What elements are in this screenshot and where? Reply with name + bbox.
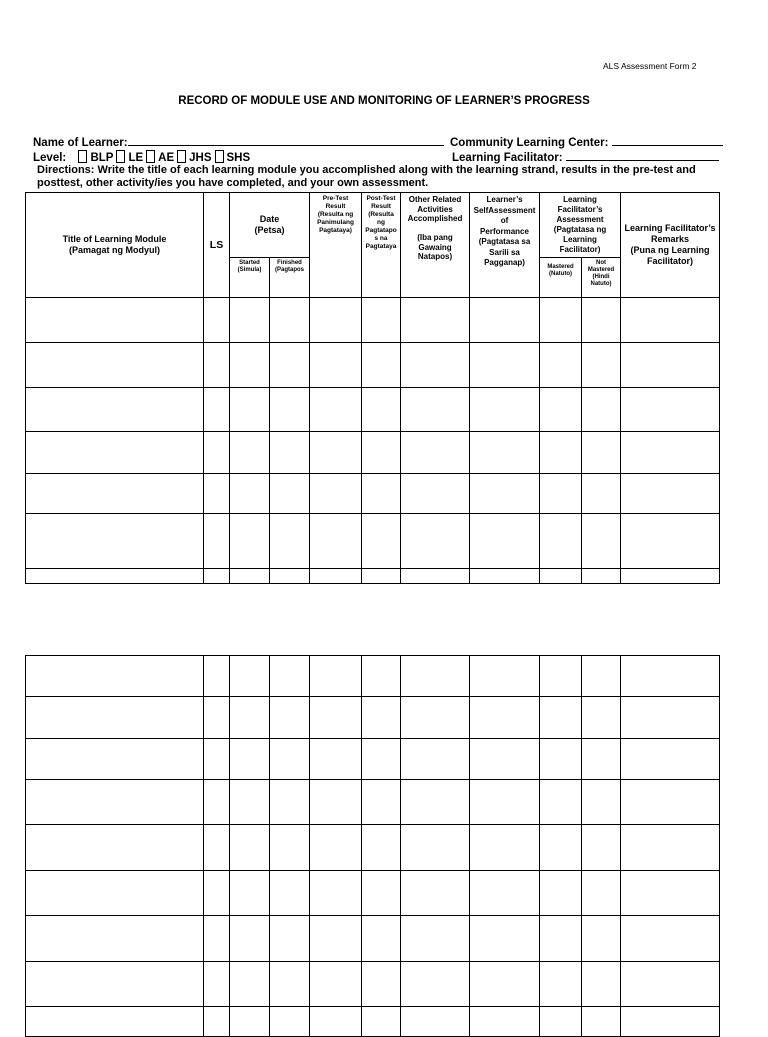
header-pre-test-result: Pre-Test Result (Resulta ng Panimulang Pagtataya) bbox=[310, 193, 362, 298]
page-title: RECORD OF MODULE USE AND MONITORING OF LEARNER’S PROGRESS bbox=[178, 95, 590, 107]
name-of-learner-field[interactable] bbox=[128, 135, 444, 146]
level-jhs-checkbox[interactable] bbox=[177, 150, 186, 163]
header-not-mastered: Not Mastered (Hindi Natuto) bbox=[582, 258, 621, 298]
table-row bbox=[26, 780, 720, 825]
community-learning-center-label: Community Learning Center: bbox=[450, 137, 609, 149]
table-row bbox=[26, 697, 720, 739]
table-row bbox=[26, 343, 720, 388]
facilitator-row bbox=[452, 150, 719, 164]
table-row bbox=[26, 871, 720, 916]
level-option-ae: AE bbox=[158, 152, 175, 164]
header-facilitator-assessment: Learning Facilitator’s Assessment (Pagtatasa ng Learning Facilitator) bbox=[540, 193, 621, 258]
header-facilitator-remarks: Learning Facilitator’s Remarks (Puna ng Learning Facilitator) bbox=[621, 193, 720, 298]
level-option-le: LE bbox=[128, 152, 144, 164]
table-row bbox=[26, 962, 720, 1007]
table-row bbox=[26, 825, 720, 871]
level-row bbox=[33, 150, 250, 164]
level-label: Level: bbox=[33, 152, 67, 164]
header-started: Started (Simula) bbox=[230, 258, 270, 298]
header-post-test-result: Post-Test Result (Resulta ng Pagtatapo s na Pagtataya bbox=[362, 193, 401, 298]
level-le-checkbox[interactable] bbox=[116, 150, 125, 163]
header-title-of-module: Title of Learning Module (Pamagat ng Modyul) bbox=[26, 193, 204, 298]
table-row bbox=[26, 432, 720, 474]
name-row bbox=[33, 135, 444, 149]
name-of-learner-label: Name of Learner: bbox=[33, 137, 128, 149]
module-record-table-2 bbox=[25, 655, 720, 1037]
clc-row bbox=[450, 135, 723, 149]
level-option-jhs: JHS bbox=[189, 152, 212, 164]
header-other-activities: Other Related Activities Accomplished (Iba pang Gawaing Natapos) bbox=[401, 193, 470, 298]
directions-text: Directions: Write the title of each learning module you accomplished along with the learning strand, results in the pre-test and posttest, other activity/ies you have completed, and your own assessment. bbox=[37, 164, 696, 189]
table-row bbox=[26, 739, 720, 780]
level-blp-checkbox[interactable] bbox=[78, 150, 87, 163]
level-option-blp: BLP bbox=[90, 152, 114, 164]
table-row bbox=[26, 656, 720, 697]
table-row bbox=[26, 1007, 720, 1037]
community-learning-center-field[interactable] bbox=[612, 135, 723, 146]
table-row bbox=[26, 388, 720, 432]
header-mastered: Mastered (Natuto) bbox=[540, 258, 582, 298]
learning-facilitator-label: Learning Facilitator: bbox=[452, 152, 563, 164]
form-code-label: ALS Assessment Form 2 bbox=[603, 61, 697, 71]
table-row bbox=[26, 298, 720, 343]
table-row bbox=[26, 474, 720, 514]
module-record-table-1 bbox=[25, 192, 720, 584]
header-self-assessment: Learner’s SelfAssessment of Performance (Pagtatasa sa Sarili sa Pagganap) bbox=[470, 193, 540, 298]
level-ae-checkbox[interactable] bbox=[146, 150, 155, 163]
header-finished: Finished (Pagtapos bbox=[270, 258, 310, 298]
level-shs-checkbox[interactable] bbox=[215, 150, 224, 163]
level-option-shs: SHS bbox=[226, 152, 251, 164]
table-row bbox=[26, 514, 720, 569]
header-date: Date (Petsa) bbox=[230, 193, 310, 258]
table-row bbox=[26, 916, 720, 962]
header-ls: LS bbox=[204, 193, 230, 298]
table-row bbox=[26, 569, 720, 584]
learning-facilitator-field[interactable] bbox=[566, 150, 719, 161]
